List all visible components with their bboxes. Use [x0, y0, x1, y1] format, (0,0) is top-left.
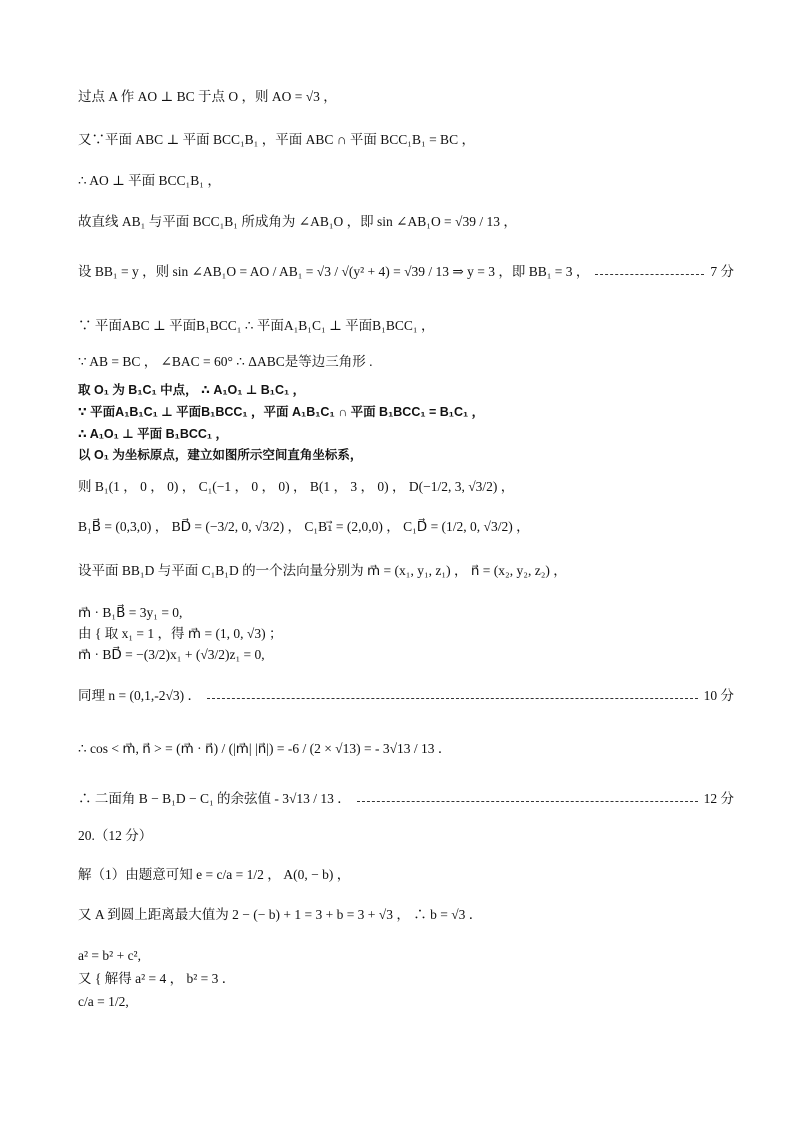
line-text: ∴ 二面角 B − B₁D − C₁ 的余弦值 - 3√13 / 13 ．: [78, 791, 351, 806]
line-text: 由 { 取 x₁ = 1 ，得 m⃗ = (1, 0, √3) ；: [78, 626, 283, 641]
line-text: 过点 A 作 AO ⊥ BC 于点 O ，则 AO = √3 ，: [78, 89, 337, 104]
line-text: m⃗ · B₁B⃗ = 3y₁ = 0,: [78, 605, 183, 620]
line-text: 20.（12 分）: [78, 828, 153, 843]
line-text: 则 B₁(1 ， 0 ， 0) ， C₁(−1 ， 0 ， 0) ， B(1 ， 3 ， 0) ， D(−1/2, 3, √3/2) ，: [78, 479, 515, 494]
text-line-12: [78, 478, 734, 496]
line-text: B₁B⃗ = (0,3,0) ， BD⃗ = (−3/2, 0, √3/2) ， C₁B₁⃗ = (2,0,0) ， C₁D⃗ = (1/2, 0, √3/2) ，: [78, 519, 530, 534]
text-line-6: [78, 317, 734, 335]
text-line-13: [78, 518, 734, 536]
system-eq2-row-1: [78, 947, 734, 965]
text-line-8: [78, 381, 734, 399]
line-text: 又 A 到圆上距离最大值为 2 − (− b) + 1 = 3 + b = 3 + √3 ， ∴ b = √3 ．: [78, 907, 483, 922]
text-line-9: [78, 403, 734, 421]
text-line-4: [78, 213, 734, 231]
line-text: 取 O₁ 为 B₁C₁ 中点， ∴ A₁O₁ ⊥ B₁C₁ ，: [78, 383, 306, 397]
text-line-10: [78, 425, 734, 443]
text-line-1: [78, 88, 734, 106]
score-label: 7 分: [710, 264, 734, 279]
line-text: 设 BB₁ = y ，则 sin ∠AB₁O = AO / AB₁ = √3 / √(y² + 4) = √39 / 13 ⇒ y = 3 ，即 BB₁ = 3 ，: [78, 264, 590, 279]
text-line-22: [78, 866, 734, 884]
line-text: ∵ 平面A₁B₁C₁ ⊥ 平面B₁BCC₁ ，平面 A₁B₁C₁ ∩ 平面 B₁BCC₁ = B₁C₁ ，: [78, 405, 485, 419]
system-eq-row-1: [78, 604, 734, 622]
text-line-14: [78, 562, 734, 580]
line-text: ∴ AO ⊥ 平面 BCC₁B₁ ，: [78, 173, 221, 188]
line-text: 以 O₁ 为坐标原点，建立如图所示空间直角坐标系，: [78, 448, 363, 462]
line-text: ∵ AB = BC ， ∠BAC = 60° ∴ ΔABC是等边三角形 .: [78, 354, 373, 369]
dash-leader: [357, 801, 698, 802]
line-text: c/a = 1/2,: [78, 994, 129, 1009]
system-eq2-row-2: [78, 970, 734, 988]
text-line-18-with-score: [78, 687, 734, 705]
text-line-11: [78, 446, 734, 464]
line-text: ∴ A₁O₁ ⊥ 平面 B₁BCC₁ ，: [78, 427, 229, 441]
text-line-23: [78, 906, 734, 924]
text-line-7: [78, 353, 734, 371]
system-eq-row-2: [78, 625, 734, 643]
line-text: ∴ cos < m⃗, n⃗ > = (m⃗ · n⃗) / (|m⃗| |n⃗|) = -6 / (2 × √13) = - 3√13 / 13 ．: [78, 741, 452, 756]
text-line-19: [78, 740, 734, 758]
line-text: 故直线 AB₁ 与平面 BCC₁B₁ 所成角为 ∠AB₁O ，即 sin ∠AB₁O = √39 / 13 ，: [78, 214, 517, 229]
line-text: a² = b² + c²,: [78, 948, 141, 963]
dash-leader: [207, 698, 698, 699]
score-label: 10 分: [703, 688, 734, 703]
line-text: 解（1）由题意可知 e = c/a = 1/2 ， A(0, − b) ，: [78, 867, 351, 882]
system-eq-row-3: [78, 646, 734, 664]
dash-leader: [595, 274, 704, 275]
text-line-3: [78, 172, 734, 190]
text-line-5-with-score: [78, 263, 734, 281]
line-text: 同理 n = (0,1,-2√3) ．: [78, 688, 202, 703]
line-text: 设平面 BB₁D 与平面 C₁B₁D 的一个法向量分别为 m⃗ = (x₁, y₁, z₁) ， n⃗ = (x₂, y₂, z₂) ，: [78, 563, 567, 578]
line-text: 又 { 解得 a² = 4 ， b² = 3 ．: [78, 971, 236, 986]
text-line-20-with-score: [78, 790, 734, 808]
line-text: m⃗ · BD⃗ = −(3/2)x₁ + (√3/2)z₁ = 0,: [78, 647, 265, 662]
problem-heading: [78, 827, 734, 845]
system-eq2-row-3: [78, 993, 734, 1011]
line-text: ∵ 平面ABC ⊥ 平面B₁BCC₁ ∴ 平面A₁B₁C₁ ⊥ 平面B₁BCC₁ ，: [78, 318, 435, 333]
score-label: 12 分: [703, 791, 734, 806]
line-text: 又∵平面 ABC ⊥ 平面 BCC₁B₁ ，平面 ABC ∩ 平面 BCC₁B₁ = BC ，: [78, 132, 475, 147]
text-line-2: [78, 131, 734, 149]
